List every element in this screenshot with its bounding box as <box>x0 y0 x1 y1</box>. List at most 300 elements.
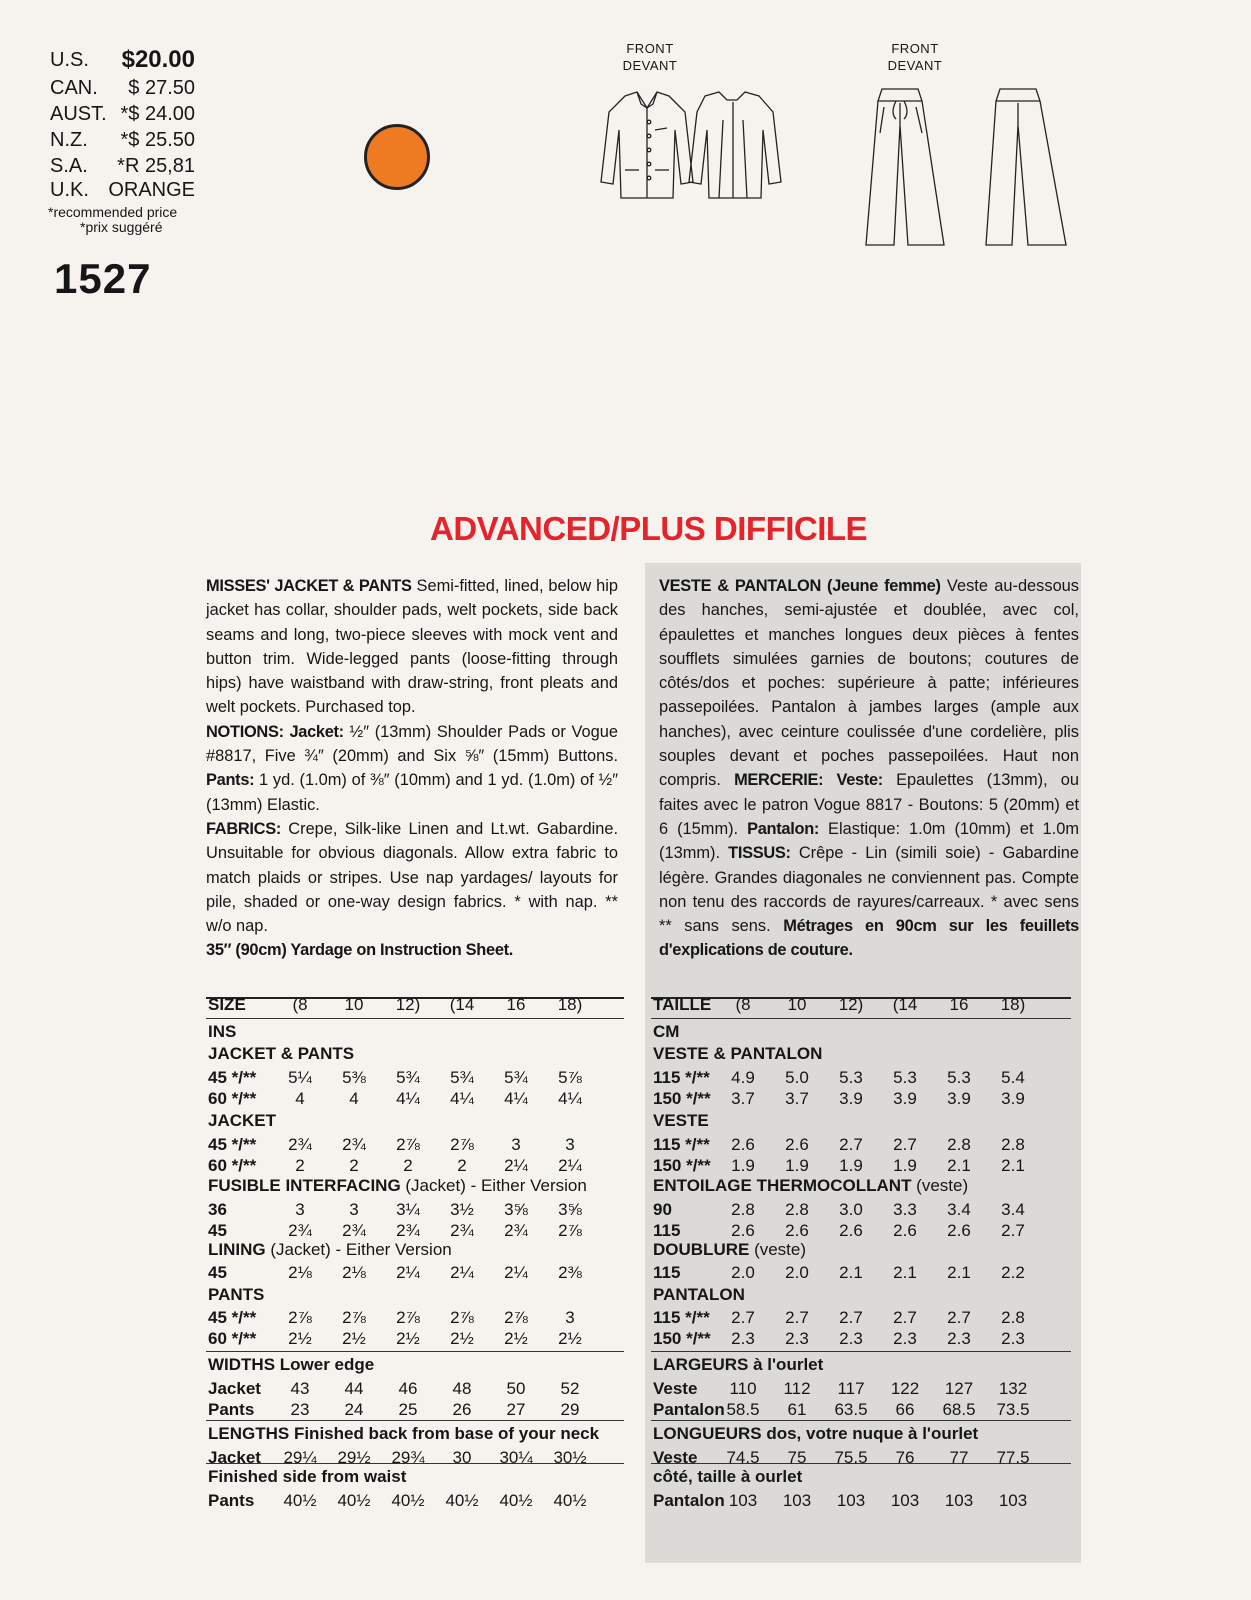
table-cell: 2 <box>403 1156 413 1175</box>
table-cell: 12) <box>838 995 864 1014</box>
table-cell: 5¾ <box>504 1068 528 1087</box>
table-section-heading <box>206 1285 624 1307</box>
table-cell: 2½ <box>450 1329 474 1348</box>
table-cell: 2⅛ <box>342 1263 366 1282</box>
table-cell: 75.5 <box>834 1448 868 1467</box>
row-label: SIZE <box>208 995 246 1014</box>
row-label: 115 */** <box>653 1135 710 1154</box>
table-cell: 68.5 <box>942 1400 976 1419</box>
row-label: Pantalon <box>653 1400 725 1419</box>
table-section-heading <box>651 1176 1071 1198</box>
english-yardage-table <box>206 997 624 1537</box>
table-cell: 3.3 <box>893 1200 917 1219</box>
table-cell: 4¼ <box>558 1089 582 1108</box>
table-row <box>206 1379 624 1401</box>
table-cell: 2.8 <box>785 1200 809 1219</box>
table-cell: 2.7 <box>785 1308 809 1327</box>
row-label: LONGUEURS dos, votre nuque à l'ourlet <box>653 1424 979 1443</box>
table-cell: 12) <box>395 995 421 1014</box>
row-label: LARGEURS à l'ourlet <box>653 1355 824 1374</box>
table-row <box>651 1263 1071 1285</box>
table-cell: 2⅞ <box>450 1135 474 1154</box>
table-row <box>651 1089 1071 1111</box>
table-cell: 2½ <box>342 1329 366 1348</box>
jacket-front-sketch <box>585 90 785 210</box>
notions-pants-text: 1 yd. (1.0m) of ⅜″ (10mm) and 1 yd. (1.0m) of ½″ (13mm) Elastic. <box>206 771 618 814</box>
table-row <box>206 1491 624 1513</box>
row-label: VESTE <box>653 1111 709 1130</box>
notions-label: NOTIONS: <box>206 722 284 741</box>
mercerie-label: MERCERIE: <box>734 771 824 790</box>
table-cell: 2½ <box>558 1329 582 1348</box>
table-cell: (8 <box>292 995 308 1014</box>
table-cell: 1.9 <box>785 1156 809 1175</box>
row-note: (veste) <box>911 1176 969 1195</box>
table-cell: 103 <box>728 1491 758 1510</box>
row-label: Finished side from waist <box>208 1467 407 1486</box>
table-cell: 3¼ <box>396 1200 420 1219</box>
table-cell: (14 <box>892 995 918 1014</box>
prix-suggere-note: *prix suggéré <box>80 219 163 235</box>
row-label: côté, taille à ourlet <box>653 1467 803 1486</box>
mercerie-pantalon-text: Elastique: 1.0m (10mm) et 1.0m (13mm). <box>659 819 1079 863</box>
row-label: WIDTHS Lower edge <box>208 1355 375 1374</box>
table-row <box>206 1329 624 1351</box>
table-cell: 3.9 <box>893 1089 917 1108</box>
table-cell: 26 <box>452 1400 472 1419</box>
table-cell: 132 <box>998 1379 1028 1398</box>
table-cell: 3 <box>565 1135 575 1154</box>
table-cell: 3⅝ <box>504 1200 528 1219</box>
table-cell: 2.0 <box>785 1263 809 1282</box>
table-cell: 73.5 <box>996 1400 1030 1419</box>
table-cell: 103 <box>998 1491 1028 1510</box>
english-description <box>206 574 618 963</box>
table-cell: 4¼ <box>504 1089 528 1108</box>
table-cell: 40½ <box>391 1491 425 1510</box>
french-desc-text: Veste au-dessous des hanches, semi-ajustée et doublée, avec col, épaulettes et manches longues deux pièces à fentes soufflets simulées garnies de boutons; coutures de côtés/dos et poches: supérieure à patte; inférieures passepoilées. Pantalon à jambes larges (ample aux hanches), avec ceinture coulissée d'une cordelière, plis souples devant et poches passepoilées. Haut non compris. <box>659 577 1079 790</box>
row-label: 60 */** <box>208 1329 257 1348</box>
table-cell: 2.8 <box>1001 1308 1025 1327</box>
english-desc-text: Semi-fitted, lined, below hip jacket has collar, shoulder pads, welt pockets, side back seams and long, two-piece sleeves with mock vent and button trim. Wide-legged pants (loose-fitting through hips) have waistband with draw-string, front pleats and welt pockets. Purchased top. <box>206 577 618 717</box>
table-cell: 3 <box>511 1135 521 1154</box>
table-cell: 2.3 <box>1001 1329 1025 1348</box>
mercerie-veste-text: Epaulettes (13mm), ou faites avec le patron Vogue 8817 - Boutons: 5 (20mm) et 6 (15mm). <box>659 771 1080 838</box>
table-section-heading <box>206 1355 624 1377</box>
row-label: 45 <box>208 1263 227 1282</box>
table-cell: 5.3 <box>893 1068 917 1087</box>
table-cell: 2.6 <box>731 1221 755 1240</box>
table-cell: 77.5 <box>996 1448 1030 1467</box>
table-cell: 16 <box>506 995 526 1014</box>
table-cell: 2⅞ <box>396 1308 420 1327</box>
price-value: $ 27.50 <box>128 77 195 99</box>
front-label: FRONT <box>626 41 674 56</box>
table-cell: 2¼ <box>504 1263 528 1282</box>
table-cell: 48 <box>452 1379 472 1398</box>
table-cell: 2.6 <box>785 1135 809 1154</box>
front-label: FRONT <box>891 41 939 56</box>
table-cell: 2.8 <box>947 1135 971 1154</box>
table-cell: 2 <box>457 1156 467 1175</box>
french-yardage-table <box>651 997 1071 1537</box>
table-row <box>651 1156 1071 1178</box>
table-header-row <box>206 995 624 1017</box>
table-cell: 2.7 <box>839 1308 863 1327</box>
table-cell: 5.3 <box>947 1068 971 1087</box>
table-cell: 58.5 <box>726 1400 760 1419</box>
table-cell: 1.9 <box>893 1156 917 1175</box>
table-cell: 43 <box>290 1379 310 1398</box>
price-value: ORANGE <box>108 179 195 201</box>
row-label: ENTOILAGE THERMOCOLLANT (veste) <box>653 1176 969 1195</box>
table-cell: 2¼ <box>396 1263 420 1282</box>
row-label: TAILLE <box>653 995 712 1014</box>
table-cell: 2¾ <box>504 1221 528 1240</box>
table-section-heading <box>206 1044 624 1066</box>
table-cell: 2.6 <box>731 1135 755 1154</box>
table-section-heading <box>651 1285 1071 1307</box>
table-cell: 4¼ <box>396 1089 420 1108</box>
french-description <box>659 574 1079 963</box>
english-title: MISSES' JACKET & PANTS <box>206 577 412 595</box>
table-cell: 2⅛ <box>288 1263 312 1282</box>
table-section-heading <box>206 1240 624 1262</box>
row-label: Pants <box>208 1491 255 1510</box>
table-cell: 2.1 <box>947 1263 971 1282</box>
table-cell: 75 <box>787 1448 807 1467</box>
table-row <box>206 1068 624 1090</box>
table-row <box>206 1135 624 1157</box>
table-cell: 2.3 <box>839 1329 863 1348</box>
pants-front-sketch <box>860 85 1090 255</box>
table-rule <box>206 1351 624 1352</box>
table-cell: 5⅜ <box>342 1068 366 1087</box>
table-cell: 2.3 <box>731 1329 755 1348</box>
row-label: 36 <box>208 1200 227 1219</box>
table-section-heading <box>651 1355 1071 1377</box>
row-label: 45 <box>208 1221 227 1240</box>
tissus-text: Crêpe - Lin (simili soie) - Gabardine légère. Grandes diagonales ne conviennent pas. Compte non tenu des raccords de rayures/carreaux. * avec sens ** sans sens. <box>659 844 1079 936</box>
table-cell: 77 <box>949 1448 969 1467</box>
table-cell: 2¼ <box>558 1156 582 1175</box>
row-label: LINING (Jacket) - Either Version <box>208 1240 452 1259</box>
table-cell: 2.6 <box>893 1221 917 1240</box>
row-label: Pantalon <box>653 1491 725 1510</box>
table-section-heading <box>651 1111 1071 1133</box>
row-label: LENGTHS Finished back from base of your neck <box>208 1424 600 1443</box>
table-section-heading <box>651 1022 1071 1044</box>
tissus-label: TISSUS: <box>728 844 791 863</box>
row-label: 115 */** <box>653 1308 710 1327</box>
row-label: FUSIBLE INTERFACING (Jacket) - Either Version <box>208 1176 587 1195</box>
row-label: 115 */** <box>653 1068 710 1087</box>
table-cell: 40½ <box>283 1491 317 1510</box>
table-cell: 2.7 <box>839 1135 863 1154</box>
table-cell: 52 <box>560 1379 580 1398</box>
table-cell: 2.1 <box>1001 1156 1025 1175</box>
table-section-heading <box>206 1022 624 1044</box>
row-label: CM <box>653 1022 680 1041</box>
table-cell: 2.7 <box>947 1308 971 1327</box>
row-note: (veste) <box>749 1240 807 1259</box>
table-cell: 29½ <box>337 1448 371 1467</box>
devant-label: DEVANT <box>887 58 943 73</box>
country-label: U.K. <box>50 179 89 201</box>
table-cell: 5¼ <box>288 1068 312 1087</box>
table-cell: 40½ <box>337 1491 371 1510</box>
table-cell: 117 <box>837 1379 865 1398</box>
table-cell: 2¾ <box>342 1135 366 1154</box>
table-cell: 2.8 <box>731 1200 755 1219</box>
row-label: 45 */** <box>208 1068 257 1087</box>
table-cell: 2.7 <box>893 1308 917 1327</box>
country-label: CAN. <box>50 77 98 99</box>
row-label: 60 */** <box>208 1089 257 1108</box>
table-cell: 1.9 <box>731 1156 755 1175</box>
table-cell: 2¼ <box>504 1156 528 1175</box>
table-cell: 103 <box>890 1491 920 1510</box>
table-row <box>206 1308 624 1330</box>
fabrics-label: FABRICS: <box>206 819 281 838</box>
table-cell: 2.2 <box>1001 1263 1025 1282</box>
table-cell: 2⅞ <box>396 1135 420 1154</box>
table-cell: 3⅝ <box>558 1200 582 1219</box>
table-cell: 110 <box>729 1379 757 1398</box>
table-cell: 4 <box>349 1089 359 1108</box>
table-cell: 2.8 <box>1001 1135 1025 1154</box>
row-label: DOUBLURE (veste) <box>653 1240 807 1259</box>
table-cell: 3½ <box>450 1200 474 1219</box>
table-row <box>206 1400 624 1422</box>
table-cell: 127 <box>944 1379 974 1398</box>
table-section-heading <box>651 1240 1071 1262</box>
row-label: 45 */** <box>208 1308 257 1327</box>
row-label: 60 */** <box>208 1156 257 1175</box>
table-cell: 3 <box>349 1200 359 1219</box>
table-cell: 3.9 <box>1001 1089 1025 1108</box>
table-cell: 3.4 <box>947 1200 971 1219</box>
row-label: Veste <box>653 1379 698 1398</box>
table-cell: 2¾ <box>288 1221 312 1240</box>
table-cell: 50 <box>506 1379 526 1398</box>
table-section-heading <box>206 1467 624 1489</box>
pattern-number: 1527 <box>54 255 152 302</box>
table-cell: 2 <box>349 1156 359 1175</box>
table-row <box>651 1491 1071 1513</box>
table-cell: 2.3 <box>947 1329 971 1348</box>
table-cell: 3.4 <box>1001 1200 1025 1219</box>
row-label: JACKET & PANTS <box>208 1044 355 1063</box>
table-cell: 40½ <box>499 1491 533 1510</box>
table-rule <box>651 1351 1071 1352</box>
table-cell: 2¾ <box>342 1221 366 1240</box>
table-cell: 2.1 <box>947 1156 971 1175</box>
notions-pants-label: Pants: <box>206 771 255 790</box>
table-cell: 30½ <box>553 1448 587 1467</box>
table-cell: 4 <box>295 1089 305 1108</box>
table-cell: 74.5 <box>726 1448 760 1467</box>
row-label: 45 */** <box>208 1135 257 1154</box>
price-value: $20.00 <box>121 46 195 73</box>
country-label: S.A. <box>50 155 88 177</box>
table-rule <box>651 1463 1071 1464</box>
table-section-heading <box>651 1424 1071 1446</box>
table-cell: 2¾ <box>288 1135 312 1154</box>
table-row <box>206 1263 624 1285</box>
row-label: JACKET <box>208 1111 277 1130</box>
country-label: N.Z. <box>50 129 88 151</box>
table-cell: 2.1 <box>839 1263 863 1282</box>
difficulty-heading: ADVANCED/PLUS DIFFICILE <box>430 510 868 547</box>
table-cell: 2¾ <box>450 1221 474 1240</box>
price-value: *$ 24.00 <box>120 103 195 125</box>
table-cell: 63.5 <box>834 1400 868 1419</box>
price-value: *R 25,81 <box>117 155 195 177</box>
table-cell: 30 <box>452 1448 472 1467</box>
row-label: 115 <box>653 1263 681 1282</box>
table-cell: 2.3 <box>785 1329 809 1348</box>
row-label: 90 <box>653 1200 672 1219</box>
table-cell: 4.9 <box>731 1068 755 1087</box>
table-cell: 29 <box>560 1400 580 1419</box>
row-label: 115 <box>653 1221 681 1240</box>
metrage-note: Métrages en 90cm sur les feuillets d'explications de couture. <box>659 917 1080 960</box>
table-row <box>651 1329 1071 1351</box>
table-cell: 25 <box>398 1400 418 1419</box>
table-cell: 5⅞ <box>558 1068 582 1087</box>
table-cell: 3.7 <box>731 1089 755 1108</box>
table-rule <box>206 1420 624 1421</box>
row-label: Jacket <box>208 1448 261 1467</box>
pantalon-label: Pantalon: <box>747 819 820 838</box>
table-cell: 2.1 <box>893 1263 917 1282</box>
table-cell: 2⅞ <box>288 1308 312 1327</box>
table-row <box>651 1379 1071 1401</box>
table-cell: 18) <box>1000 995 1026 1014</box>
table-section-heading <box>651 1044 1071 1066</box>
table-row <box>206 1156 624 1178</box>
table-cell: 2⅞ <box>504 1308 528 1327</box>
table-cell: 44 <box>344 1379 364 1398</box>
country-label: AUST. <box>50 103 107 125</box>
table-cell: 5.0 <box>785 1068 809 1087</box>
table-row <box>651 1308 1071 1330</box>
table-cell: 3.9 <box>839 1089 863 1108</box>
row-label: PANTALON <box>653 1285 745 1304</box>
orange-price-dot <box>364 124 430 190</box>
table-rule <box>651 1018 1071 1019</box>
table-cell: (8 <box>735 995 751 1014</box>
row-note: (Jacket) - Either Version <box>265 1240 452 1259</box>
table-cell: 10 <box>787 995 807 1014</box>
notions-jacket-text: ½″ (13mm) Shoulder Pads or Vogue #8817, Five ¾″ (20mm) and Six ⅝″ (15mm) Buttons. <box>206 722 618 766</box>
table-section-heading <box>206 1176 624 1198</box>
veste-label: Veste: <box>836 771 883 790</box>
notions-jacket-label: Jacket: <box>289 722 344 741</box>
table-cell: 2¼ <box>450 1263 474 1282</box>
row-label: Pants <box>208 1400 255 1419</box>
row-label: Jacket <box>208 1379 261 1398</box>
table-cell: 5.3 <box>839 1068 863 1087</box>
table-cell: 2.7 <box>893 1135 917 1154</box>
recommended-price-note: *recommended price <box>48 204 178 220</box>
table-row <box>206 1200 624 1222</box>
table-cell: 5.4 <box>1001 1068 1025 1087</box>
fabrics-text: Crepe, Silk-like Linen and Lt.wt. Gabardine. Unsuitable for obvious diagonals. Allow extra fabric to match plaids or stripes. Use nap yardages/ layouts for pile, shaded or one-way design fabrics. * with nap. ** w/o nap. <box>206 819 618 936</box>
pants-view-label <box>875 40 955 74</box>
table-cell: 23 <box>290 1400 310 1419</box>
table-row <box>651 1200 1071 1222</box>
table-cell: 61 <box>787 1400 807 1419</box>
table-cell: 122 <box>890 1379 920 1398</box>
table-cell: 3.9 <box>947 1089 971 1108</box>
table-cell: 2.6 <box>839 1221 863 1240</box>
table-cell: 2½ <box>504 1329 528 1348</box>
table-section-heading <box>206 1111 624 1133</box>
table-rule <box>206 1018 624 1019</box>
table-cell: 76 <box>895 1448 915 1467</box>
table-cell: 2¾ <box>396 1221 420 1240</box>
table-cell: 30¼ <box>499 1448 533 1467</box>
table-cell: 40½ <box>445 1491 479 1510</box>
table-cell: (14 <box>449 995 475 1014</box>
table-cell: 2.3 <box>893 1329 917 1348</box>
table-header-row <box>651 995 1071 1017</box>
table-cell: 2.0 <box>731 1263 755 1282</box>
row-label: PANTS <box>208 1285 265 1304</box>
row-note: (Jacket) - Either Version <box>400 1176 587 1195</box>
table-cell: 24 <box>344 1400 364 1419</box>
table-cell: 2.6 <box>947 1221 971 1240</box>
table-cell: 16 <box>949 995 969 1014</box>
table-cell: 103 <box>944 1491 974 1510</box>
table-cell: 18) <box>557 995 583 1014</box>
table-row <box>651 1400 1071 1422</box>
row-label: 150 */** <box>653 1089 711 1108</box>
table-cell: 3 <box>295 1200 305 1219</box>
table-cell: 10 <box>344 995 364 1014</box>
row-label: VESTE & PANTALON <box>653 1044 823 1063</box>
table-cell: 29¼ <box>283 1448 317 1467</box>
table-cell: 40½ <box>553 1491 587 1510</box>
table-cell: 5¾ <box>450 1068 474 1087</box>
table-cell: 103 <box>782 1491 812 1510</box>
table-cell: 112 <box>783 1379 811 1398</box>
row-label: 150 */** <box>653 1329 711 1348</box>
price-value: *$ 25.50 <box>120 129 195 151</box>
table-cell: 2⅞ <box>342 1308 366 1327</box>
table-cell: 2.6 <box>785 1221 809 1240</box>
table-cell: 1.9 <box>839 1156 863 1175</box>
table-cell: 3.7 <box>785 1089 809 1108</box>
table-cell: 2.7 <box>1001 1221 1025 1240</box>
table-cell: 103 <box>836 1491 866 1510</box>
table-cell: 2 <box>295 1156 305 1175</box>
table-section-heading <box>206 1424 624 1446</box>
table-cell: 2½ <box>396 1329 420 1348</box>
table-cell: 2⅜ <box>558 1263 582 1282</box>
table-rule <box>651 1420 1071 1421</box>
table-row <box>651 1135 1071 1157</box>
table-section-heading <box>651 1467 1071 1489</box>
jacket-view-label <box>610 40 690 74</box>
table-cell: 5¾ <box>396 1068 420 1087</box>
table-cell: 27 <box>506 1400 526 1419</box>
row-label: Veste <box>653 1448 698 1467</box>
table-row <box>206 1089 624 1111</box>
french-title: VESTE & PANTALON (Jeune femme) <box>659 577 941 595</box>
